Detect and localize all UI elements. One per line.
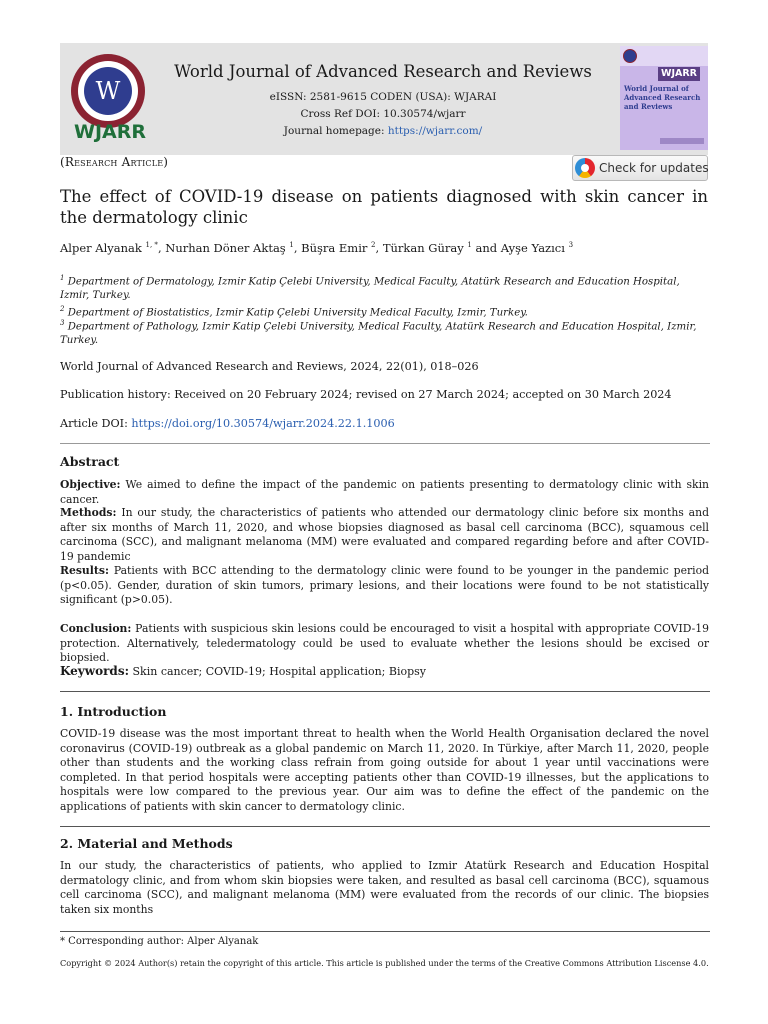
introduction-text: COVID-19 disease was the most important threat to health when the World Health Organisation declared the novel coronavirus (COVID-19) outbreak as a global pandemic on March 11, 2020. In Türkiye, after March 11, 2020, people other than students and the working class refrain from going outside for about 1 year until vaccinations were completed. In that period hospitals were accepting patients other than COVID-19 illnesses, but the applications to hospitals were low compared to the previous year. Our aim was to define the effect of the pandemic on the applications of patients with skin cancer to dermatology clinic. <box>60 727 709 813</box>
cover-seal-icon <box>623 49 637 63</box>
author-list: Alper Alyanak $^{1, *}$, Nurhan Döner Aktaş $^1$, Büşra Emir $^2$, Türkan Güray $^1$ and Ayşe Yazıcı $^3$ <box>60 241 574 255</box>
affiliation-text: Department of Biostatistics, Izmir Katip Çelebi University Medical Faculty, Izmir, Turkey. <box>67 307 528 319</box>
citation: World Journal of Advanced Research and Reviews, 2024, 22(01), 018–026 <box>60 360 479 373</box>
copyright-notice: Copyright © 2024 Author(s) retain the copyright of this article. This article is published under the terms of the Creative Commons Attribution Liscense 4.0. <box>60 958 709 968</box>
author-affiliation-mark: 1 <box>467 241 472 250</box>
abstract-objective <box>60 478 709 507</box>
article-type: (Research Article) <box>60 155 169 169</box>
affiliation-number: 2 <box>60 305 65 313</box>
cover-footer-band <box>660 138 704 144</box>
affiliation-3 <box>60 316 710 348</box>
divider <box>60 443 710 444</box>
objective-label: Objective: <box>60 478 121 491</box>
author-name: Nurhan Döner Aktaş <box>165 241 286 255</box>
keywords <box>60 664 709 680</box>
divider <box>60 931 710 932</box>
divider <box>60 826 710 827</box>
journal-homepage <box>160 125 606 137</box>
affiliation-1 <box>60 271 710 303</box>
author-affiliation-mark: 1 <box>289 241 294 250</box>
publication-history: Publication history: Received on 20 February 2024; revised on 27 March 2024; accepted on 30 March 2024 <box>60 388 672 401</box>
affiliation-text: Department of Dermatology, Izmir Katip Çelebi University, Medical Faculty, Atatürk Research and Education Hospital, Izmir, Turkey. <box>60 276 680 302</box>
keywords-text: Skin cancer; COVID-19; Hospital application; Biopsy <box>129 665 426 678</box>
affiliation-text: Department of Pathology, Izmir Katip Çelebi University, Medical Faculty, Atatürk Research and Education Hospital, Izmir, Turkey. <box>60 321 697 347</box>
article-doi <box>60 417 708 430</box>
author-affiliation-mark: 3 <box>568 241 574 250</box>
methods-text: In our study, the characteristics of patients who attended our dermatology clinic before six months and after six months of March 11, 2020, and whose biopsies diagnosed as basal cell carcinoma (BCC), squamous cell carcinoma (SCC), and malignant melanoma (MM) were evaluated and compared regarding before and after COVID-19 pandemic <box>60 506 709 563</box>
cover-badge: WJARR <box>658 67 700 81</box>
corresponding-author-footnote: * Corresponding author: Alper Alyanak <box>60 936 259 947</box>
author-name: Büşra Emir <box>301 241 368 255</box>
section-heading-introduction: 1. Introduction <box>60 704 167 719</box>
methods-section-text: In our study, the characteristics of patients, who applied to Izmir Atatürk Research and Education Hospital dermatology clinic, and from whom skin biopsies were taken, and resulted as basal cell carcinoma (BCC), squamous cell carcinoma (SCC), and malignant melanoma (MM) were evaluated from the records of our clinic. The biopsies taken six months <box>60 859 709 916</box>
journal-doi: Cross Ref DOI: 10.30574/wjarr <box>300 108 466 120</box>
cover-title: World Journal of Advanced Research and Reviews <box>624 84 701 111</box>
conclusion-label: Conclusion: <box>60 622 132 635</box>
abstract-results <box>60 564 709 608</box>
conclusion-text: Patients with suspicious skin lesions could be encouraged to visit a hospital with appropriate COVID-19 protection. Alternatively, teledermatology could be used to evaluate whether the lesions should be excised or biopsied. <box>60 622 709 664</box>
objective-text: We aimed to define the impact of the pandemic on patients presenting to dermatology clinic with skin cancer. <box>60 478 709 506</box>
author-name: Alper Alyanak <box>60 241 142 255</box>
author-name: Türkan Güray <box>382 241 464 255</box>
methods-label: Methods: <box>60 506 117 519</box>
results-label: Results: <box>60 564 109 577</box>
author-affiliation-mark: 1, * <box>145 241 158 250</box>
affiliation-number: 1 <box>60 274 65 282</box>
abstract-conclusion <box>60 622 709 666</box>
journal-logo-letter: W <box>84 67 132 115</box>
homepage-label: Journal homepage: <box>283 125 388 137</box>
results-text: Patients with BCC attending to the dermatology clinic were found to be younger in the pandemic period (p<0.05). Gender, duration of skin tumors, primary lesions, and their locations were found to be not statistically significant (p>0.05). <box>60 564 709 606</box>
homepage-link[interactable]: https://wjarr.com/ <box>387 125 483 137</box>
doi-label: Article DOI: <box>60 417 132 430</box>
author-name: Ayşe Yazıcı <box>500 241 565 255</box>
divider <box>60 691 710 692</box>
section-heading-methods: 2. Material and Methods <box>60 836 233 851</box>
article-title: The effect of COVID-19 disease on patients diagnosed with skin cancer in the dermatology clinic <box>60 187 708 227</box>
abstract-methods <box>60 506 709 564</box>
keywords-label: Keywords: <box>60 664 130 678</box>
journal-logo-text: WJARR <box>74 121 146 143</box>
affiliation-number: 3 <box>60 319 65 327</box>
author-affiliation-mark: 2 <box>371 241 376 250</box>
crossmark-icon[interactable] <box>575 158 595 178</box>
journal-issn: eISSN: 2581-9615 CODEN (USA): WJARAI <box>269 91 497 103</box>
journal-title: World Journal of Advanced Research and Reviews <box>174 62 592 81</box>
doi-link[interactable]: https://doi.org/10.30574/wjarr.2024.22.1.1006 <box>131 417 395 430</box>
abstract-heading: Abstract <box>60 454 120 469</box>
check-for-updates-label[interactable]: Check for updates <box>599 161 709 175</box>
